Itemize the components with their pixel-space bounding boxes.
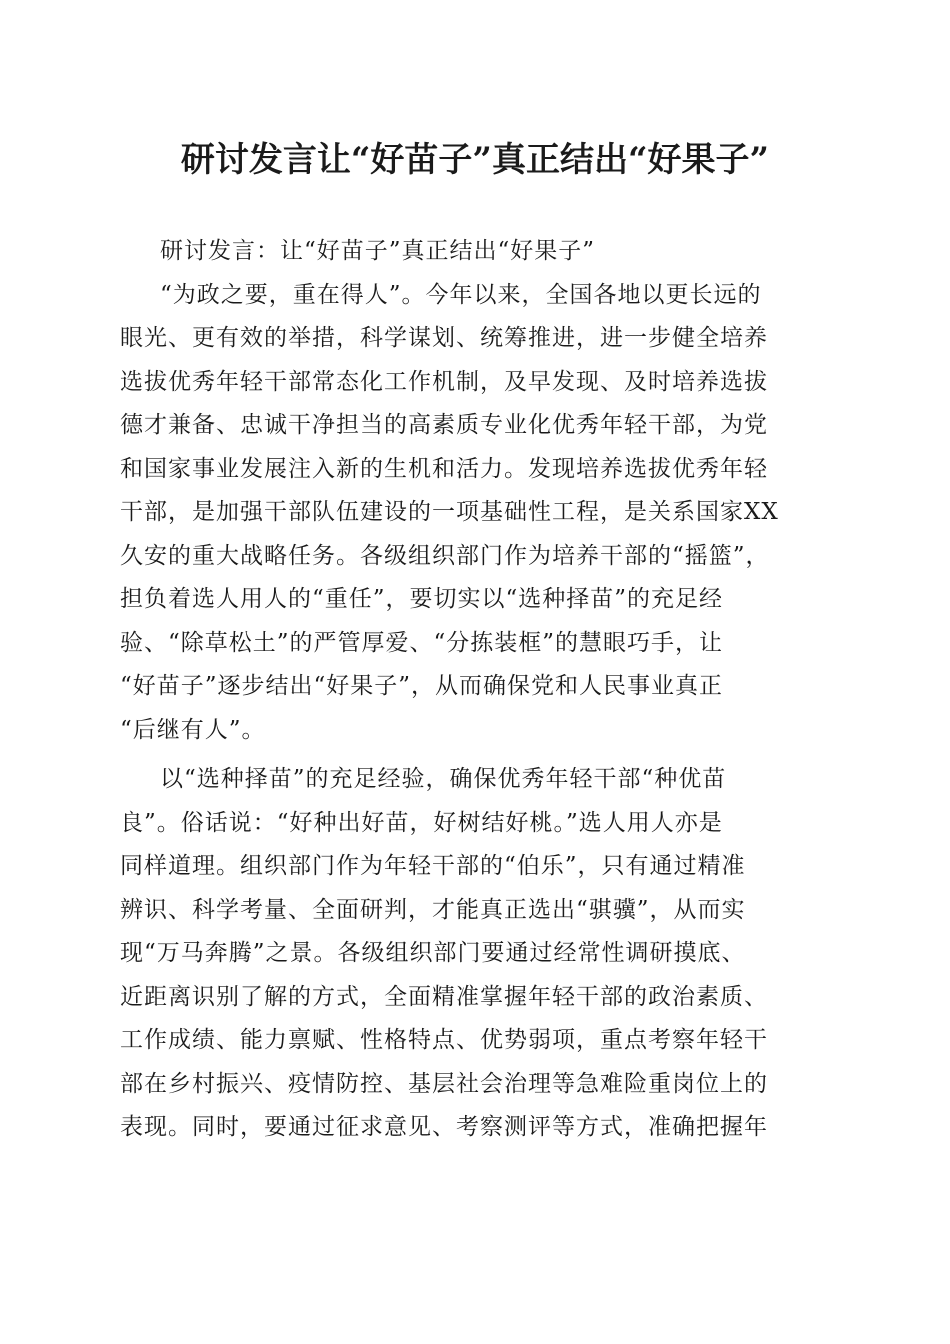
- paragraph-line: 表现。同时，要通过征求意见、考察测评等方式，准确把握年: [120, 1114, 768, 1140]
- paragraph-line: 德才兼备、忠诚干净担当的高素质专业化优秀年轻干部，为党: [120, 412, 768, 438]
- paragraph-line: 现“万马奔腾”之景。各级组织部门要通过经常性调研摸底、: [120, 940, 746, 966]
- paragraph-line: 久安的重大战略任务。各级组织部门作为培养干部的“摇篮”，: [120, 542, 770, 569]
- paragraph-2: [120, 758, 832, 1150]
- paragraph-1: [120, 274, 832, 753]
- document-body: [120, 230, 832, 1150]
- paragraph-line: 部在乡村振兴、疫情防控、基层社会治理等急难险重岗位上的: [120, 1070, 768, 1097]
- paragraph-line: “为政之要，重在得人”。今年以来，全国各地以更长远的: [160, 281, 762, 308]
- paragraph-line: 以“选种择苗”的充足经验，确保优秀年轻干部“种优苗: [160, 766, 727, 792]
- paragraph-line: 和国家事业发展注入新的生机和活力。发现培养选拔优秀年轻: [120, 455, 768, 482]
- document-subtitle: 研讨发言：让“好苗子”真正结出“好果子”: [160, 238, 596, 264]
- paragraph-line: 良”。俗话说：“好种出好苗，好树结好桃。”选人用人亦是: [120, 809, 723, 836]
- document-title: 研讨发言让“好苗子”真正结出“好果子”: [180, 140, 770, 180]
- paragraph-line: 工作成绩、能力禀赋、性格特点、优势弱项，重点考察年轻干: [120, 1027, 768, 1053]
- paragraph-line: 眼光、更有效的举措，科学谋划、统筹推进，进一步健全培养: [120, 325, 768, 351]
- paragraph-line: 验、“除草松土”的严管厚爱、“分拣装框”的慧眼巧手，让: [120, 629, 724, 656]
- paragraph-line: 辨识、科学考量、全面研判，才能真正选出“骐骥”，从而实: [120, 896, 746, 923]
- paragraph-line: “好苗子”逐步结出“好果子”，从而确保党和人民事业真正: [120, 673, 724, 699]
- paragraph-line: “后继有人”。: [120, 716, 266, 743]
- paragraph-line: 近距离识别了解的方式，全面精准掌握年轻干部的政治素质、: [120, 983, 768, 1010]
- paragraph-line: 担负着选人用人的“重任”，要切实以“选种择苗”的充足经: [120, 586, 724, 612]
- paragraph-line: 同样道理。组织部门作为年轻干部的“伯乐”，只有通过精准: [120, 853, 746, 879]
- paragraph-line: 选拔优秀年轻干部常态化工作机制，及早发现、及时培养选拔: [120, 368, 768, 395]
- paragraph-line: 干部，是加强干部队伍建设的一项基础性工程，是关系国家XX: [120, 499, 779, 525]
